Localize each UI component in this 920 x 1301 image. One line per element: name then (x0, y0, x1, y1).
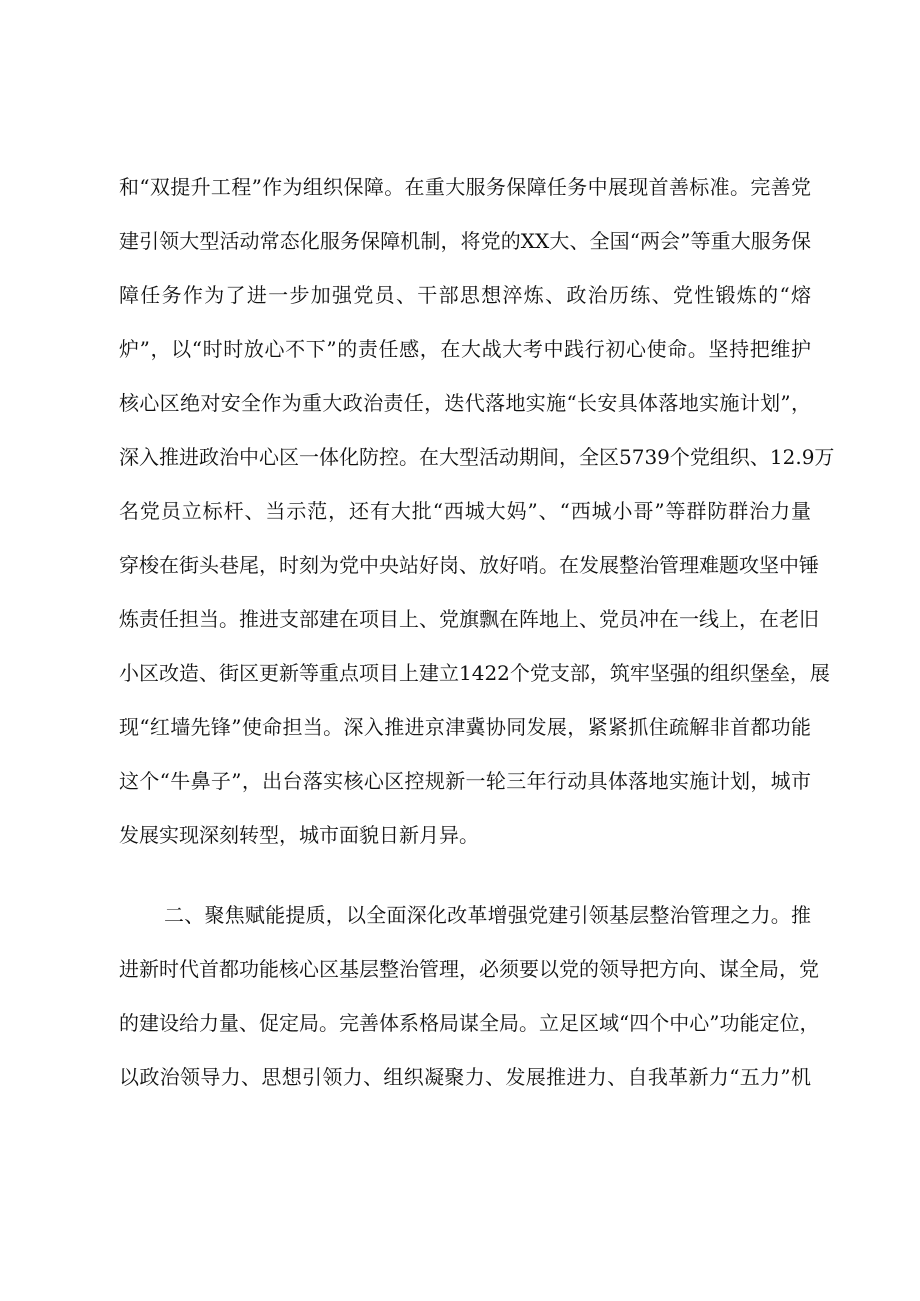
text-line: 核心区绝对安全作为重大政治责任，迭代落地实施“长安具体落地实施计划”， (119, 391, 811, 415)
text-line: 障任务作为了进一步加强党员、干部思想淬炼、政治历练、党性锻炼的“熔 (119, 283, 811, 307)
text-line: 的建设给力量、促定局。完善体系格局谋全局。立足区域“四个中心”功能定位， (119, 1011, 820, 1035)
text-line: 名党员立标杆、当示范，还有大批“西城大妈”、“西城小哥”等群防群治力量 (119, 499, 811, 523)
text-line: 和“双提升工程”作为组织保障。在重大服务保障任务中展现首善标准。完善党 (119, 175, 811, 199)
text-line: 以政治领导力、思想引领力、组织凝聚力、发展推进力、自我革新力“五力”机 (119, 1065, 811, 1089)
text-line: 小区改造、街区更新等重点项目上建立1422个党支部，筑牢坚强的组织堡垒，展 (119, 661, 830, 685)
text-line: 建引领大型活动常态化服务保障机制，将党的XX大、全国“两会”等重大服务保 (119, 229, 811, 253)
text-line: 进新时代首都功能核心区基层整治管理，必须要以党的领导把方向、谋全局，党 (119, 957, 819, 981)
text-line: 这个“牛鼻子”，出台落实核心区控规新一轮三年行动具体落地实施计划，城市 (119, 769, 811, 793)
text-line: 炼责任担当。推进支部建在项目上、党旗飘在阵地上、党员冲在一线上，在老旧 (119, 607, 819, 631)
text-line: 深入推进政治中心区一体化防控。在大型活动期间，全区5739个党组织、12.9万 (119, 445, 835, 469)
text-line: 穿梭在街头巷尾，时刻为党中央站好岗、放好哨。在发展整治管理难题攻坚中锤 (119, 553, 819, 577)
text-line: 现“红墙先锋”使命担当。深入推进京津冀协同发展，紧紧抓住疏解非首都功能 (119, 715, 811, 739)
text-line: 炉”，以“时时放心不下”的责任感，在大战大考中践行初心使命。坚持把维护 (119, 337, 811, 361)
section-heading-line: 二、聚焦赋能提质，以全面深化改革增强党建引领基层整治管理之力。推 (164, 903, 811, 927)
paragraph-end-line: 发展实现深刻转型，城市面貌日新月异。 (119, 823, 479, 847)
